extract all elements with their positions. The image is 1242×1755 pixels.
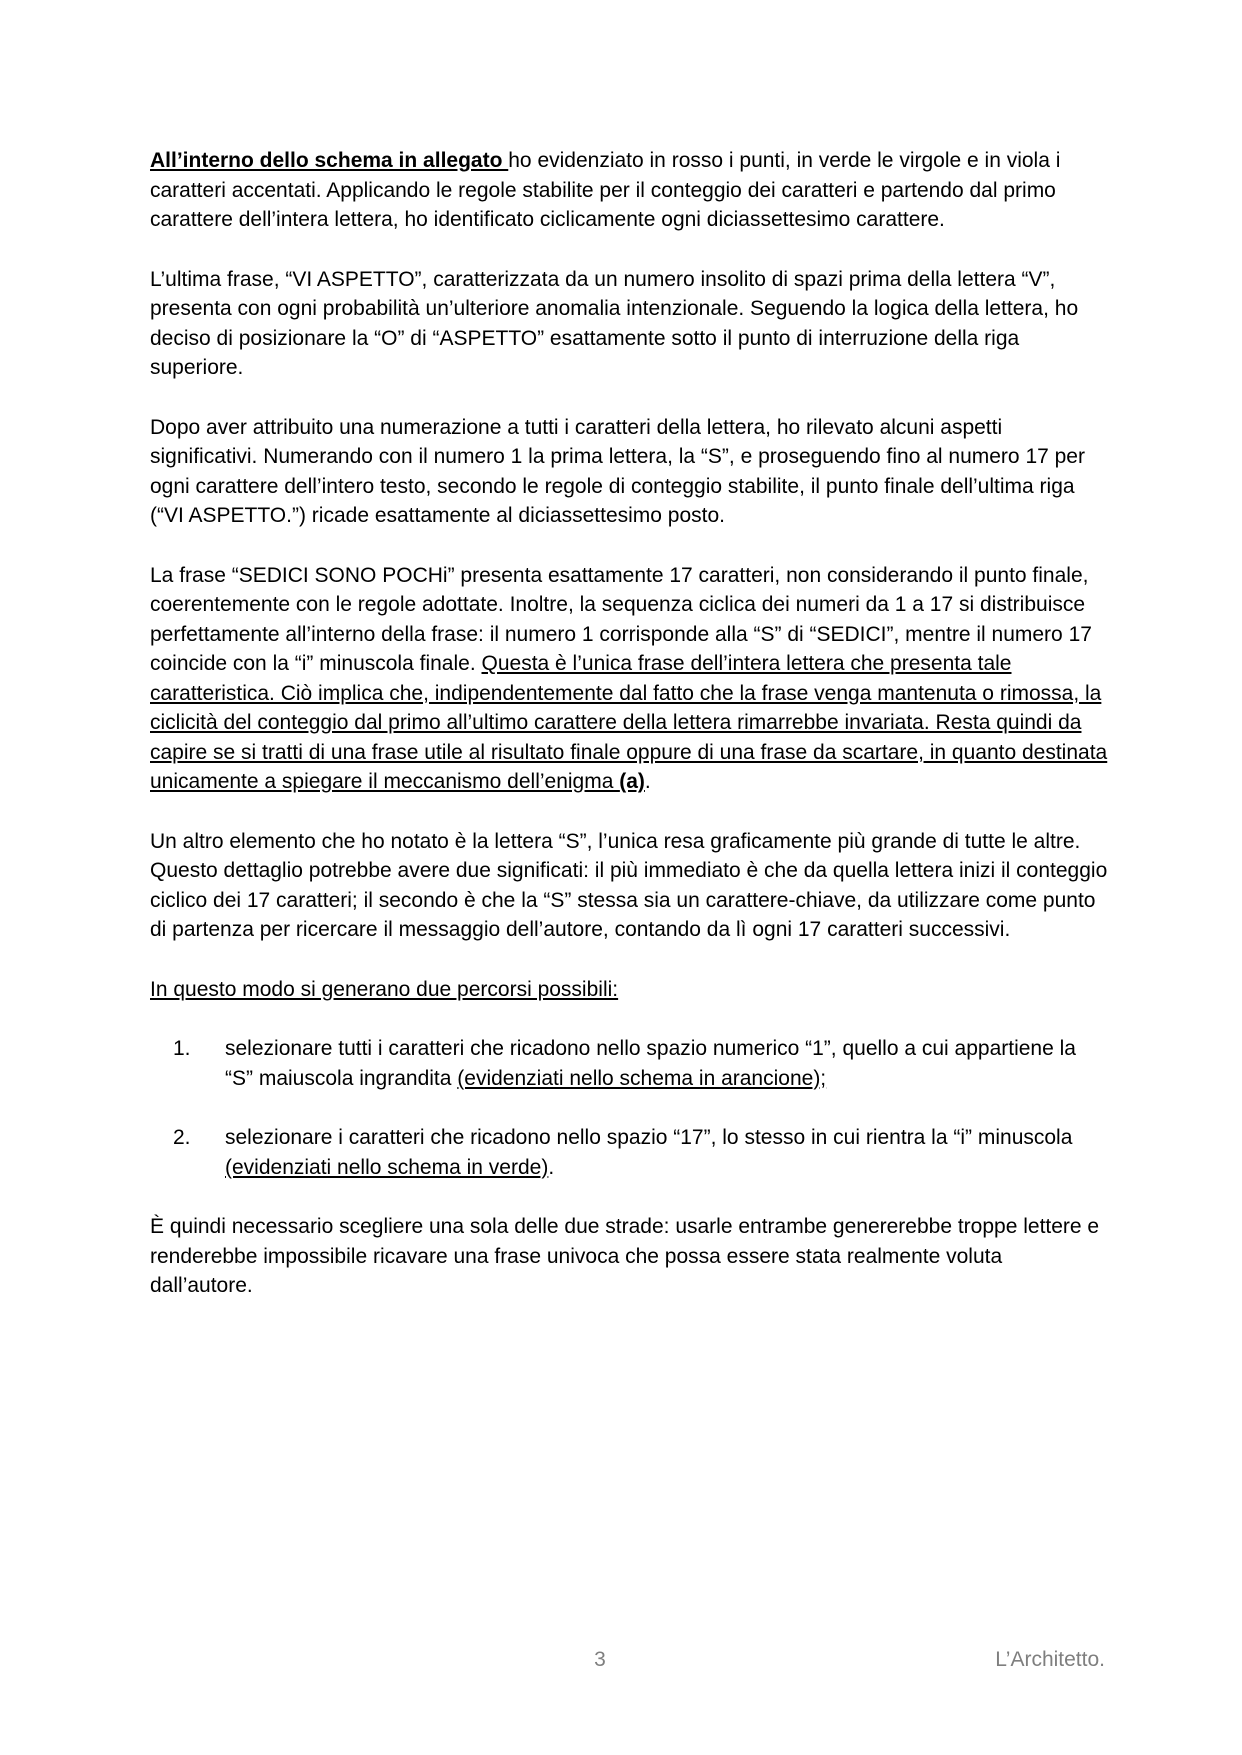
list-item-text: selezionare i caratteri che ricadono nello spazio “17”, lo stesso in cui rientra la “i” minuscola (evidenziati nello schema in verde). [225,1126,1073,1179]
letter-analysis-body [150,146,1108,1331]
list-item-path-1 [150,1034,1108,1093]
paragraph-letter-s-meaning: Un altro elemento che ho notato è la lettera “S”, l’unica resa graficamente più grande di tutte le altre. Questo dettaglio potrebbe avere due significati: il più immediato è che da quella lettera inizi il conteggio ciclico dei 17 caratteri; il secondo è che la “S” stessa sia un carattere-chiave, da utilizzare come punto di partenza per ricercare il messaggio dell’autore, contando da lì ogni 17 caratteri successivi. [150,829,1108,941]
author-signature: L’Architetto. [995,1648,1105,1671]
paragraph-choose-one-path: È quindi necessario scegliere una sola delle due strade: usarle entrambe genererebbe troppe lettere e renderebbe impossibile ricavare una frase univoca che possa essere stata realmente voluta dall’autore. [150,1215,1100,1297]
page-number: 3 [594,1648,606,1671]
list-item-number: 1. [173,1037,191,1060]
paragraph-vi-aspetto-anomaly: L’ultima frase, “VI ASPETTO”, caratterizzata da un numero insolito di spazi prima della lettera “V”, presenta con ogni probabilità un’ulteriore anomalia intenzionale. Seguendo la logica della lettera, ho deciso di posizionare la “O” di “ASPETTO” esattamente sotto il punto di interruzione della riga superiore. [150,267,1079,379]
list-item-text: selezionare tutti i caratteri che ricadono nello spazio numerico “1”, quello a cui appartiene la “S” maiuscola ingrandita (evidenziati nello schema in arancione); [225,1037,1076,1090]
paragraph-sedici-sono-pochi: La frase “SEDICI SONO POCHi” presenta esattamente 17 caratteri, non considerando il punto finale, coerentemente con le regole adottate. Inoltre, la sequenza ciclica dei numeri da 1 a 17 si distribuisce perfettamente all’interno della frase: il numero 1 corrisponde alla “S” di “SEDICI”, mentre il numero 17 coincide con la “i” minuscola finale. Questa è l’unica frase dell’intera lettera che presenta tale caratteristica. Ciò implica che, indipendentemente dal fatto che la frase venga mantenuta o rimossa, la ciclicità del conteggio dal primo all’ultimo carattere della lettera rimarrebbe invariata. Resta quindi da capire se si tratti di una frase utile al risultato finale oppure di una frase da scartare, in quanto destinata unicamente a spiegare il meccanismo dell’enigma (a). [150,563,1108,793]
list-item-number: 2. [173,1126,191,1149]
heading-two-possible-paths: In questo modo si generano due percorsi possibili: [150,977,619,1001]
paragraph-schema-highlights: All’interno dello schema in allegato ho evidenziato in rosso i punti, in verde le virgole e in viola i caratteri accentati. Applicando le regole stabilite per il conteggio dei caratteri e partendo dal primo carattere dell’intera lettera, ho identificato ciclicamente ogni diciassettesimo carattere. [150,149,1061,231]
paragraph-numbering-observations: Dopo aver attribuito una numerazione a tutti i caratteri della lettera, ho rilevato alcuni aspetti significativi. Numerando con il numero 1 la prima lettera, la “S”, e proseguendo fino al numero 17 per ogni carattere dell’intero testo, secondo le regole di conteggio stabilite, il punto finale dell’ultima riga (“VI ASPETTO.”) ricade esattamente al diciassettesimo posto. [150,415,1085,527]
page-footer [0,1645,1242,1675]
paths-list [150,1034,1108,1182]
list-item-path-2 [150,1123,1108,1182]
